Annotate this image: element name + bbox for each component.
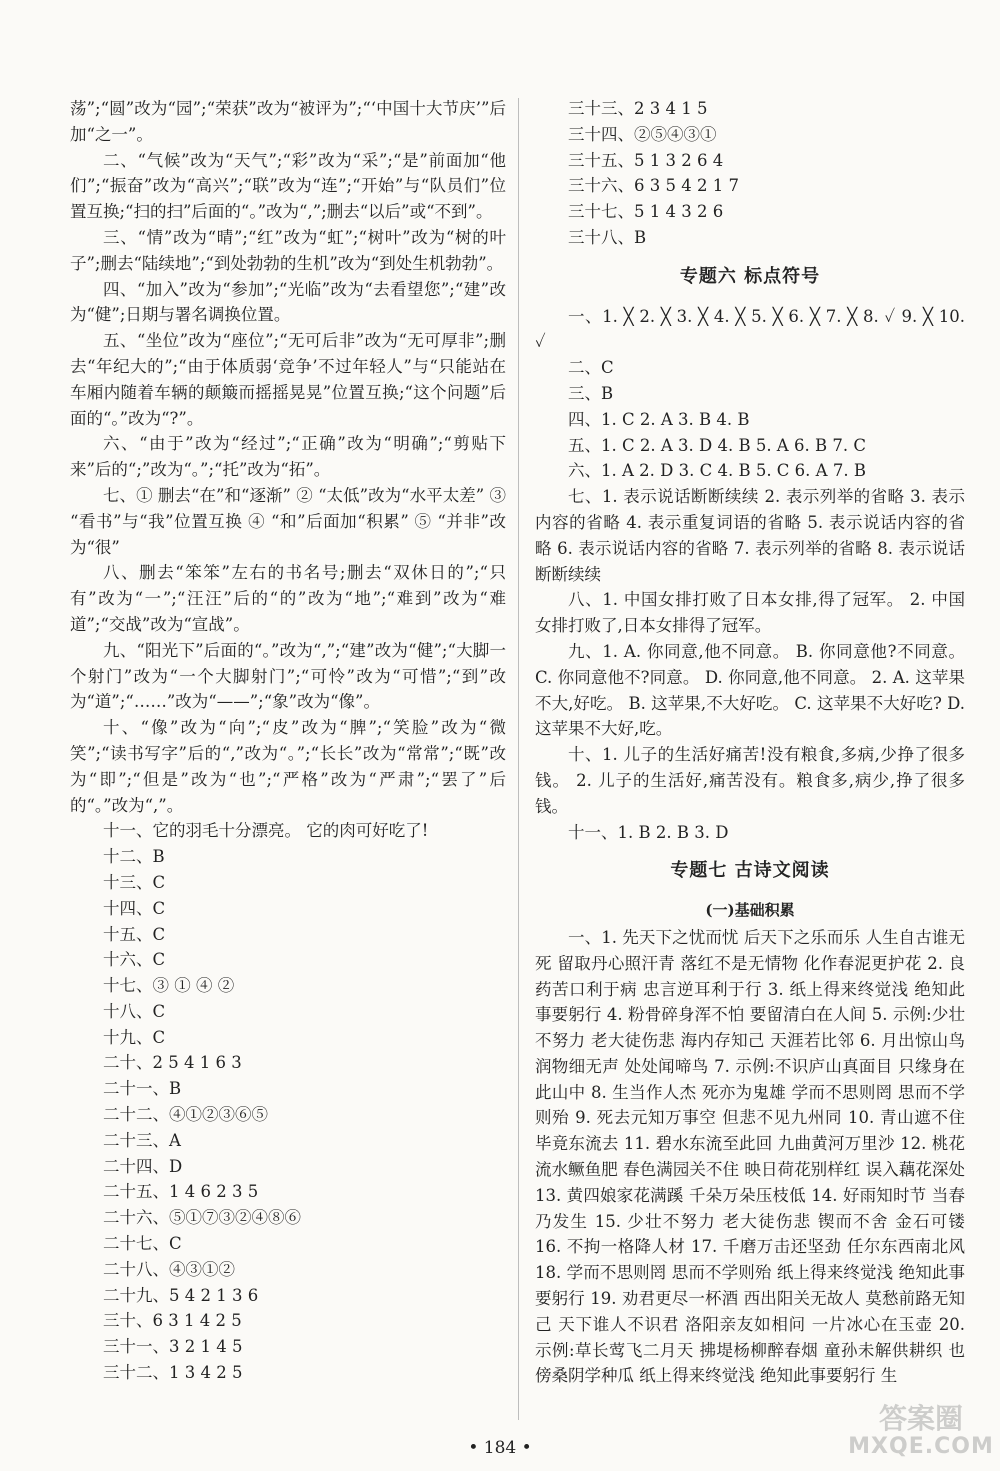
- answer-line: 三十三、2 3 4 1 5: [568, 99, 708, 118]
- answer-line: 二十五、1 4 6 2 3 5: [103, 1182, 259, 1202]
- answer-line: 十三、C: [103, 872, 166, 892]
- watermark-text: 答案圈: [878, 1402, 963, 1435]
- answer-paragraph: 七、1. 表示说话断断续续 2. 表示列举的省略 3. 表示内容的省略 4. 表示重复词语的省略 5. 表示说话内容的省略 6. 表示说话内容的省略 7. 表示列举的省略 8. 表示说话断断续续: [535, 487, 965, 584]
- answer-line: 十八、C: [103, 1001, 166, 1021]
- answer-paragraph: 九、1. A. 你同意,他不同意。 B. 你同意他?不同意。 C. 你同意他不?同意。 D. 你同意,他不同意。 2. A. 这苹果不大,好吃。 B. 这苹果,不大好吃。 C. 这苹果不大好吃? D. 这苹果不大好,吃。: [535, 641, 965, 739]
- answer-line: 五、1. C 2. A 3. D 4. B 5. A 6. B 7. C: [568, 435, 866, 455]
- answer-paragraph: 三、“情”改为“晴”;“红”改为“虹”;“树叶”改为“树的叶子”;删去“陆续地”;“到处勃勃的生机”改为“到处生机勃勃”。: [70, 227, 506, 273]
- answer-paragraph: 一、1. 先天下之忧而忧 后天下之乐而乐 人生自古谁无死 留取丹心照汗青 落红不是无情物 化作春泥更护花 2. 良药苦口利于病 忠言逆耳利于行 3. 纸上得来终觉浅 绝知此事要躬行 4. 粉骨碎身浑不怕 要留清白在人间 5. 示例:少壮不努力 老大徒伤悲 海内存知己 天涯若比邻 6. 月出惊山鸟 润物细无声 处处闻啼鸟 7. 示例:不识庐山真面目 只缘身在此山中 8. 生当作人杰 死亦为鬼雄 学而不思则罔 思而不学则殆 9. 死去元知万事空 但悲不见九州同 10. 青山遮不住 毕竟东流去 11. 碧水东流至此回 九曲黄河万里沙 12. 桃花流水鳜鱼肥 春色满园关不住 映日荷花别样红 误入藕花深处 13. 黄四娘家花满蹊 千朵万朵压枝低 14. 好雨知时节 当春乃发生 15. 少壮不努力 老大徒伤悲 锲而不舍 金石可镂 16. 不拘一格降人材 17. 千磨万击还坚劲 任尔东西南北风 18. 学而不思则罔 思而不学则殆 纸上得来终觉浅 绝知此事要躬行 19. 劝君更尽一杯酒 西出阳关无故人 莫愁前路无知己 天下谁人不识君 洛阳亲友如相问 一片冰心在玉壶 20. 示例:草长莺飞二月天 拂堤杨柳醉春烟 童孙未解供耕织 也傍桑阴学种瓜 纸上得来终觉浅 绝知此事要躬行 生: [535, 927, 965, 1386]
- answer-line: 三十五、5 1 3 2 6 4: [568, 150, 724, 170]
- left-column: [70, 96, 506, 1386]
- answer-paragraph: 十、1. 儿子的生活好痛苦!没有粮食,多病,少挣了很多钱。 2. 儿子的生活好,痛苦没有。粮食多,病少,挣了很多钱。: [535, 745, 965, 816]
- answer-line: 三十八、B: [568, 227, 647, 247]
- answer-line: 十六、C: [103, 950, 166, 970]
- answer-paragraph: 六、“由于”改为“经过”;“正确”改为“明确”;“剪贴下来”后的“;”改为“。”;“托”改为“拓”。: [70, 434, 506, 480]
- answer-line: 十四、C: [103, 898, 166, 918]
- answer-paragraph: 八、删去“笨笨”左右的书名号;删去“双休日的”;“只有”改为“一”;“汪汪”后的“的”改为“地”;“难到”改为“难道”;“交战”改为“宣战”。: [70, 563, 506, 634]
- watermark-url: MXQE.COM: [848, 1434, 994, 1459]
- answer-line: 二十六、⑤①⑦③②④⑧⑥: [103, 1208, 301, 1228]
- section-heading: 专题七 古诗文阅读: [670, 860, 830, 882]
- answer-line: 二十七、C: [103, 1234, 182, 1254]
- answer-line: 三、B: [568, 383, 614, 403]
- answer-paragraph: 二、“气候”改为“天气”;“彩”改为“采”;“是”前面加“他们”;“振奋”改为“高兴”;“联”改为“连”;“开始”与“队员们”位置互换;“扫的扫”后面的“。”改为“,”;删去“以后”或“不到”。: [70, 150, 506, 222]
- answer-line: 十一、1. B 2. B 3. D: [568, 822, 729, 842]
- answer-line: 十一、它的羽毛十分漂亮。 它的肉可好吃了!: [103, 821, 429, 841]
- answer-line: 三十一、3 2 1 4 5: [103, 1337, 243, 1357]
- page-number: • 184 •: [468, 1438, 532, 1458]
- answer-line: 三十七、5 1 4 3 2 6: [568, 202, 724, 222]
- answer-line: 四、1. C 2. A 3. B 4. B: [568, 409, 750, 429]
- answer-paragraph: 十、“像”改为“向”;“皮”改为“脾”;“笑脸”改为“微笑”;“读书写字”后的“,”改为“。”;“长长”改为“常常”;“既”改为“即”;“但是”改为“也”;“严格”改为“严肃”;“罢了”后的“。”改为“,”。: [70, 718, 506, 815]
- answer-paragraph: 一、1. ╳ 2. ╳ 3. ╳ 4. ╳ 5. ╳ 6. ╳ 7. ╳ 8. ✓ 9. ╳ 10. ✓: [535, 306, 965, 352]
- answer-line: 十五、C: [103, 924, 166, 944]
- answer-line: 二十三、A: [103, 1130, 181, 1150]
- answer-line: 十二、B: [103, 847, 165, 867]
- answer-paragraph: 八、1. 中国女排打败了日本女排,得了冠军。 2. 中国女排打败了,日本女排得了冠军。: [535, 590, 965, 636]
- section-heading: 专题六 标点符号: [679, 265, 821, 287]
- right-column: [535, 96, 965, 1389]
- answer-paragraph: 九、“阳光下”后面的“。”改为“,”;“建”改为“健”;“大脚一个射门”改为“一个大脚射门”;“可怜”改为“可惜”;“到”改为“道”;“……”改为“——”;“象”改为“像”。: [70, 640, 506, 712]
- answer-line: 二十八、④③①②: [103, 1259, 235, 1279]
- answer-line: 六、1. A 2. D 3. C 4. B 5. C 6. A 7. B: [568, 461, 866, 481]
- column-divider: [518, 98, 519, 1420]
- answer-line: 十七、③ ① ④ ②: [103, 976, 235, 996]
- answer-line: 二十二、④①②③⑥⑤: [103, 1105, 268, 1125]
- section-subheading: (一)基础积累: [705, 901, 795, 920]
- answer-line: 三十二、1 3 4 2 5: [103, 1363, 243, 1383]
- watermark-logo: [846, 1402, 996, 1469]
- answer-line: 二十九、5 4 2 1 3 6: [103, 1285, 259, 1305]
- answer-line: 三十六、6 3 5 4 2 1 7: [568, 176, 739, 196]
- answer-line: 十九、C: [103, 1027, 166, 1047]
- answer-paragraph: 四、“加入”改为“参加”;“光临”改为“去看望您”;“建”改为“健”;日期与署名调换位置。: [70, 279, 506, 325]
- answer-line: 三十、6 3 1 4 2 5: [103, 1311, 242, 1331]
- answer-paragraph: 荡”;“圆”改为“园”;“荣获”改为“被评为”;“‘中国十大节庆’”后加“之一”。: [70, 99, 506, 144]
- answer-paragraph: 五、“坐位”改为“座位”;“无可后非”改为“无可厚非”;删去“年纪大的”;“由于体质弱‘竞争’不过年轻人”与“只能站在车厢内随着车辆的颠簸而摇摇晃晃”位置互换;“这个问题”后面的“。”改为“?”。: [70, 331, 506, 428]
- answer-line: 二、C: [568, 358, 614, 378]
- answer-line: 二十、2 5 4 1 6 3: [103, 1053, 242, 1073]
- answer-paragraph: 七、① 删去“在”和“逐渐” ② “太低”改为“水平太差” ③ “看书”与“我”位置互换 ④ “和”后面加“积累” ⑤ “并非”改为“很”: [70, 485, 506, 557]
- answer-line: 三十四、②⑤④③①: [568, 124, 717, 144]
- answer-line: 二十一、B: [103, 1079, 182, 1099]
- answer-line: 二十四、D: [103, 1156, 183, 1176]
